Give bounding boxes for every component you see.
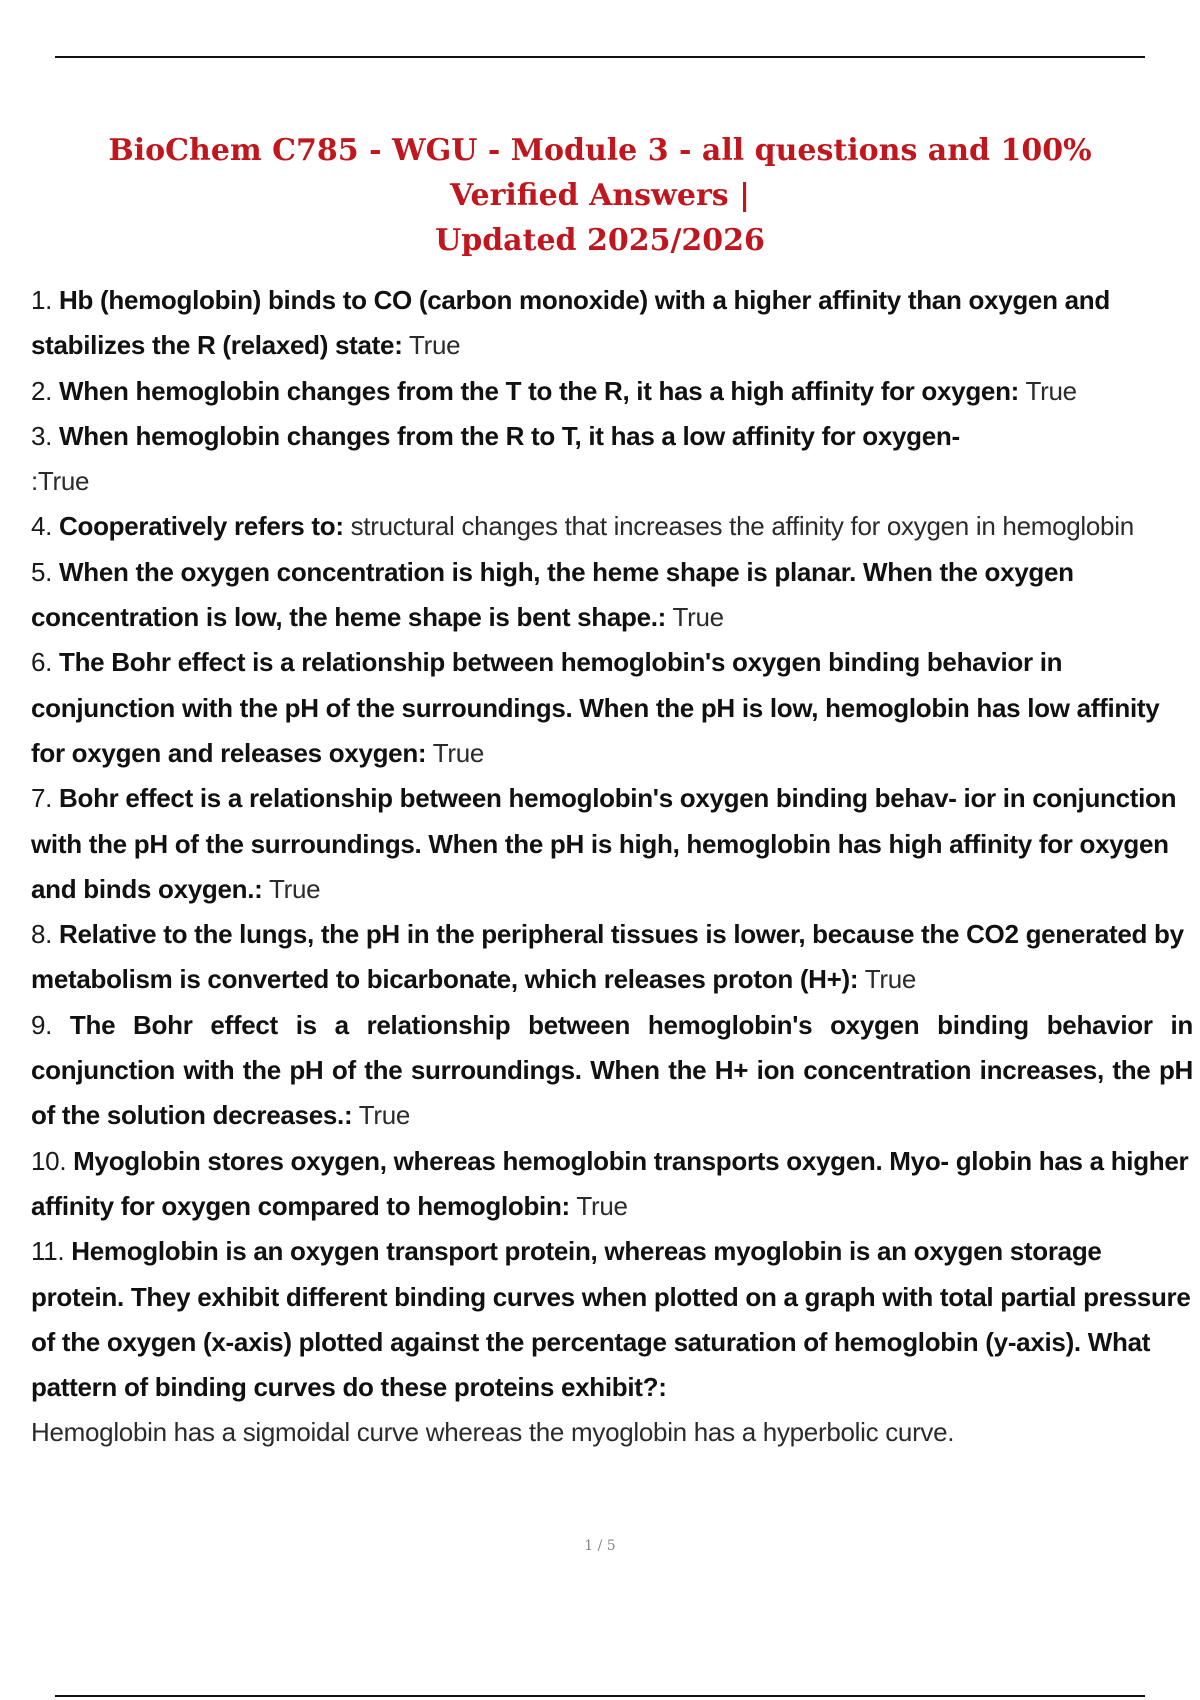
qa-item-1 [31,278,1193,369]
item-number: 7. [31,783,60,814]
item-number: 10. [31,1145,74,1176]
qa-list [31,278,1193,1456]
question-text: The Bohr effect is a relationship between hemoglobin's oxygen binding behavior in conjunction with the pH of the surroundings. When the H+ ion concentration increases, the pH of the solution decreases.: [31,1009,1193,1131]
question-text: The Bohr effect is a relationship between hemoglobin's oxygen binding behavior in conjunction with the pH of the surroundings. When the pH is low, hemoglobin has low affinity for oxygen and releases oxygen: [31,647,1160,768]
answer-text: True [1019,375,1077,406]
qa-item-3 [31,414,1193,505]
answer-text: :True [31,466,90,497]
qa-item-2 [31,369,1193,414]
answer-text: True [262,873,321,904]
item-number: 3. [31,420,60,451]
question-text: Hemoglobin is an oxygen transport protein, whereas myoglobin is an oxygen storage protein. They exhibit different binding curves when plotted on a graph with total partial pressure of the oxygen (x-axis) plotted against the percentage saturation of hemoglobin (y-axis). What pattern of binding curves do these proteins exhibit?: [31,1236,1191,1403]
title-line-2: Updated 2025/2026 [435,223,765,258]
qa-item-11 [31,1229,1193,1455]
page-number: 1 / 5 [584,1538,616,1554]
answer-text: True [666,602,724,633]
question-text: Cooperatively refers to: [59,511,344,542]
item-number: 8. [31,919,60,950]
bottom-rule [55,1695,1145,1697]
answer-text: True [569,1190,628,1221]
item-number: 2. [31,375,60,406]
answer-text: Hemoglobin has a sigmoidal curve whereas the myoglobin has a hyperbolic curve. [31,1417,955,1448]
question-text: Myoglobin stores oxygen, whereas hemoglobin transports oxygen. Myo- globin has a higher affinity for oxygen compared to hemoglobin: [31,1145,1189,1221]
question-text: When hemoglobin changes from the R to T, it has a low affinity for oxygen- [59,420,960,451]
qa-item-5 [31,550,1193,641]
answer-text: True [352,1100,411,1131]
qa-item-4 [31,504,1193,549]
qa-item-9 [31,1003,1193,1139]
question-text: Hb (hemoglobin) binds to CO (carbon monoxide) with a higher affinity than oxygen and stabilizes the R (relaxed) state: [31,285,1110,361]
answer-text: True [402,330,461,361]
question-text: When the oxygen concentration is high, the heme shape is planar. When the oxygen concentration is low, the heme shape is bent shape.: [31,556,1074,633]
question-text: Bohr effect is a relationship between hemoglobin's oxygen binding behav- ior in conjunction with the pH of the surroundings. When the pH is high, hemoglobin has high affinity for oxygen and binds oxygen.: [31,783,1177,904]
answer-text: True [858,964,917,995]
top-rule [55,56,1145,58]
question-text: Relative to the lungs, the pH in the peripheral tissues is lower, because the CO2 generated by metabolism is converted to bicarbonate, which releases proton (H+): [31,919,1184,995]
qa-item-10 [31,1139,1193,1230]
answer-text: True [426,737,485,768]
item-number: 4. [31,511,60,542]
document-title [40,128,1160,263]
item-number: 11. [31,1236,72,1267]
qa-item-6 [31,640,1193,776]
title-line-1: BioChem C785 - WGU - Module 3 - all questions and 100% Verified Answers | [108,133,1092,213]
item-number: 9. [31,1009,70,1040]
item-number: 5. [31,556,60,587]
qa-item-7 [31,776,1193,912]
item-number: 6. [31,647,60,678]
item-number: 1. [31,285,60,315]
qa-item-8 [31,912,1193,1003]
answer-text: structural changes that increases the affinity for oxygen in hemoglobin [343,511,1134,542]
question-text: When hemoglobin changes from the T to the R, it has a high affinity for oxygen: [59,375,1020,406]
